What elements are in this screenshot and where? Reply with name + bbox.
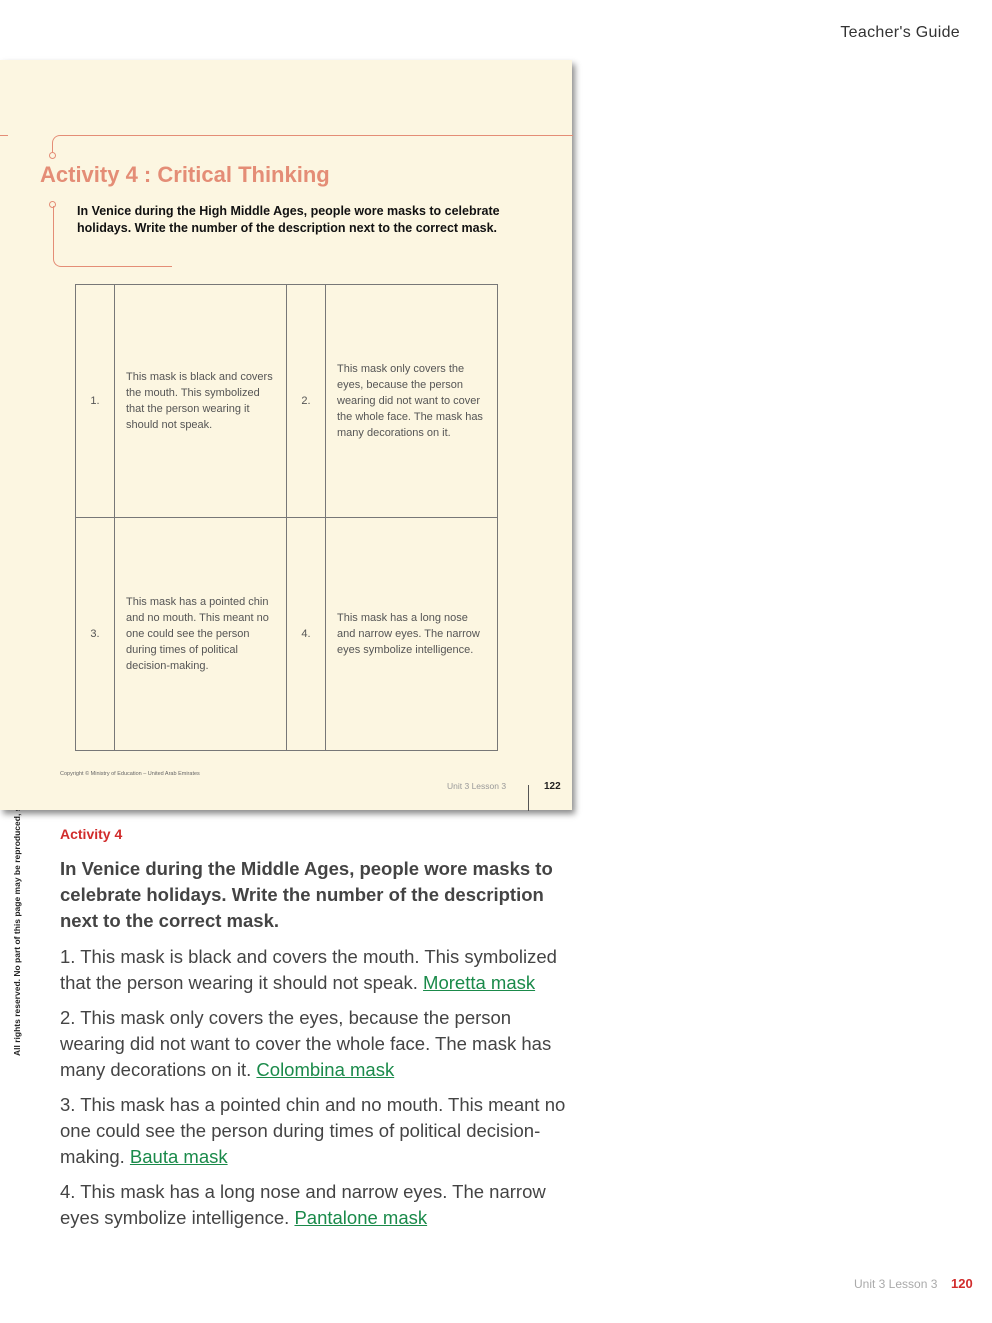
footer-unit-label: Unit 3 Lesson 3 xyxy=(854,1277,938,1291)
answer-item xyxy=(60,944,580,996)
answer-item xyxy=(60,1179,580,1231)
item-description: This mask has a long nose and narrow eyes. The narrow eyes symbolize intelligence. xyxy=(326,518,498,751)
activity-instructions: In Venice during the High Middle Ages, people wore masks to celebrate holidays. Write the number of the description next to the correct mask. xyxy=(77,204,500,235)
decorative-line xyxy=(0,135,8,136)
decorative-dot xyxy=(49,152,56,159)
answer-text: 4. This mask has a long nose and narrow eyes. The narrow eyes symbolize intelligence. xyxy=(60,1181,546,1228)
item-description: This mask only covers the eyes, because the person wearing did not want to cover the whole face. The mask has many decorations on it. xyxy=(326,285,498,518)
answer-link[interactable]: Pantalone mask xyxy=(294,1207,428,1228)
table-row xyxy=(76,285,498,518)
answer-text: 1. This mask is black and covers the mouth. This symbolized that the person wearing it should not speak. xyxy=(60,946,557,993)
copyright-note: Copyright © Ministry of Education – United Arab Emirates xyxy=(60,771,200,777)
item-number: 4. xyxy=(287,518,326,751)
answer-text: 3. This mask has a pointed chin and no mouth. This meant no one could see the person during times of political decision-making. xyxy=(60,1094,566,1167)
answer-text: 2. This mask only covers the eyes, because the person wearing did not want to cover the whole face. The mask has many decorations on it. xyxy=(60,1007,552,1080)
answer-prompt: In Venice during the Middle Ages, people wore masks to celebrate holidays. Write the number of the description next to the correct mask. xyxy=(60,858,553,931)
student-page-scan xyxy=(0,60,572,810)
item-description: This mask is black and covers the mouth. This symbolized that the person wearing it should not speak. xyxy=(115,285,287,518)
footer-divider xyxy=(528,785,529,811)
item-number: 1. xyxy=(76,285,115,518)
answer-item xyxy=(60,1092,580,1170)
page-number: 120 xyxy=(951,1276,973,1291)
answer-link[interactable]: Moretta mask xyxy=(423,972,536,993)
item-description: This mask has a pointed chin and no mouth. This meant no one could see the person during times of political decision-making. xyxy=(115,518,287,751)
table-row xyxy=(76,518,498,751)
student-page-number: 122 xyxy=(544,781,561,792)
activity-title: Activity 4 : Critical Thinking xyxy=(40,162,330,187)
decorative-line xyxy=(52,135,573,156)
answer-item xyxy=(60,1005,580,1083)
item-number: 3. xyxy=(76,518,115,751)
mask-description-table xyxy=(75,284,498,751)
item-number: 2. xyxy=(287,285,326,518)
answer-link[interactable]: Colombina mask xyxy=(256,1059,395,1080)
answer-list xyxy=(60,944,580,1240)
guide-label: Teacher's Guide xyxy=(840,24,960,41)
answer-heading: Activity 4 xyxy=(60,826,123,842)
answer-link[interactable]: Bauta mask xyxy=(129,1146,228,1167)
student-page-unit-label: Unit 3 Lesson 3 xyxy=(447,781,507,791)
